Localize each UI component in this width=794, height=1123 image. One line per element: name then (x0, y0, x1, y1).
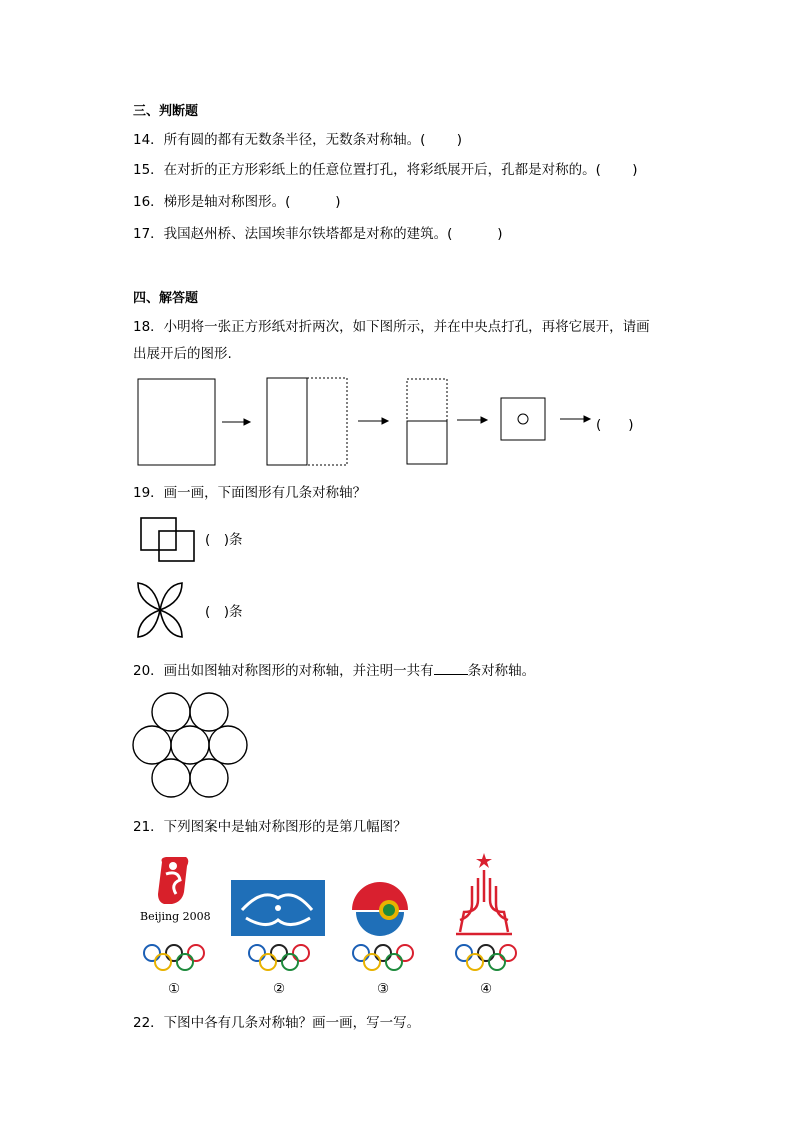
question-16: 16．梯形是轴对称图形。( ) (133, 194, 341, 210)
question-18-line-1: 18．小明将一张正方形纸对折两次，如下图所示，并在中央点打孔，再将它展开，请画 (133, 319, 650, 335)
olympic-rings-3 (353, 945, 413, 970)
seoul-1988-emblem (352, 882, 408, 936)
question-14: 14．所有圆的都有无数条半径，无数条对称轴。( ) (133, 132, 463, 148)
question-18-line-2: 出展开后的图形. (133, 346, 232, 362)
olympic-rings-4 (456, 945, 516, 970)
olympic-rings-1 (144, 945, 204, 970)
logo-label-2: ② (273, 981, 286, 997)
section-4-heading: 四、解答题 (133, 291, 199, 306)
logo-label-1: ① (168, 981, 181, 997)
logo-label-4: ④ (480, 981, 493, 997)
olympic-rings-2 (249, 945, 309, 970)
question-22: 22．下图中各有几条对称轴？画一画，写一写。 (133, 1015, 421, 1031)
question-19: 19．画一画，下面图形有几条对称轴？ (133, 485, 367, 501)
section-3-heading: 三、判断题 (133, 104, 199, 119)
beijing-2008-text: Beijing 2008 (140, 910, 211, 923)
beijing-2008-emblem (158, 857, 188, 904)
question-19-answer-b: ( )条 (205, 604, 243, 620)
question-19-answer-a: ( )条 (205, 532, 243, 548)
question-18-answer-blank: ( ) (596, 417, 634, 433)
logo-label-3: ③ (377, 981, 390, 997)
moscow-1980-emblem (456, 853, 512, 934)
olympic-banner-emblem (231, 880, 325, 936)
question-17: 17．我国赵州桥、法国埃菲尔铁塔都是对称的建筑。( ) (133, 226, 503, 242)
question-21: 21．下列图案中是轴对称图形的是第几幅图？ (133, 819, 407, 835)
question-15: 15．在对折的正方形彩纸上的任意位置打孔，将彩纸展开后，孔都是对称的。( ) (133, 162, 638, 178)
question-20-text-after: 条对称轴。 (467, 663, 536, 679)
question-20-text-before: 20．画出如图轴对称图形的对称轴，并注明一共有 (133, 663, 434, 679)
